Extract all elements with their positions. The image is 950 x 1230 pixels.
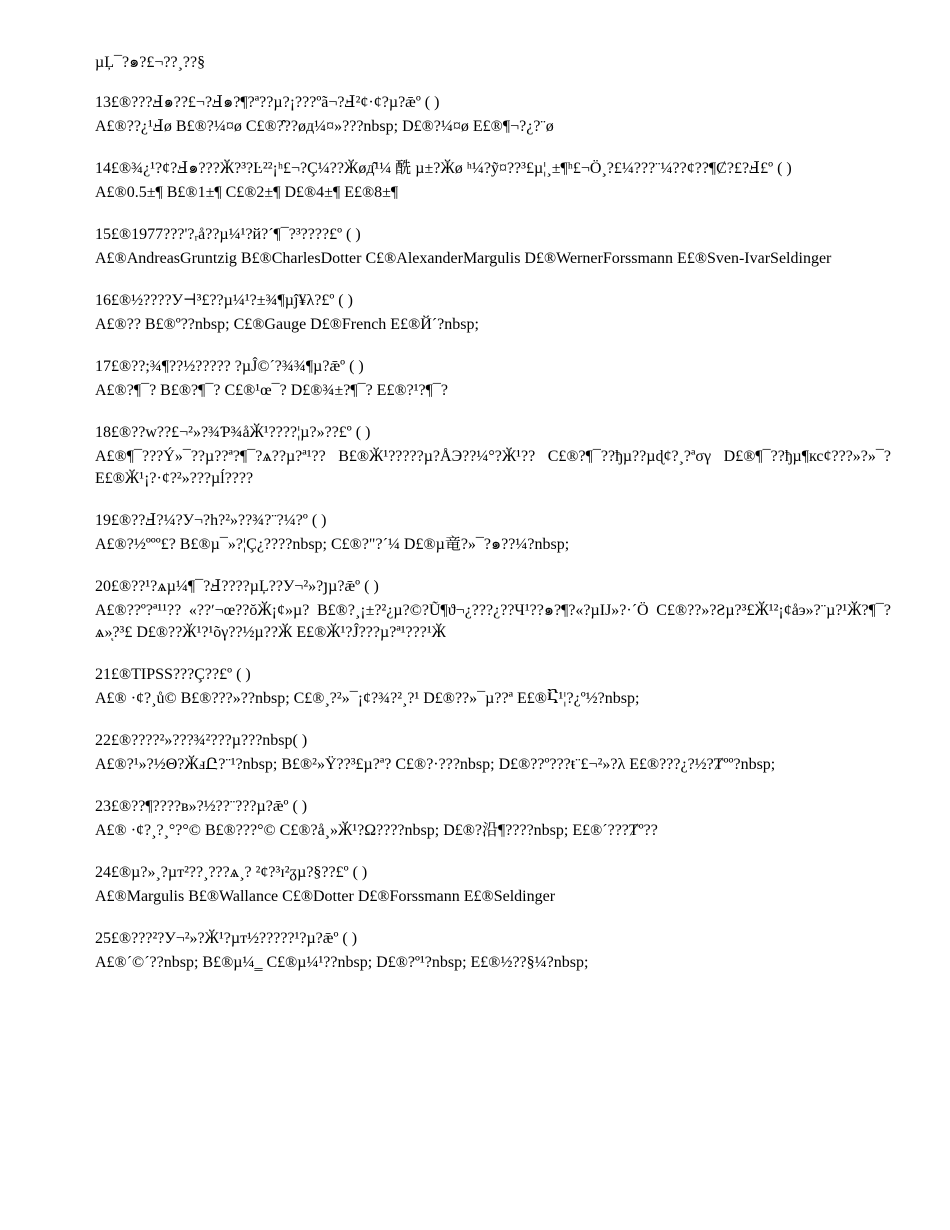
question-stem: 15£®1977???'?ᵣå??µ¼¹?й?´¶¯?³????£º ( ) [95, 226, 361, 243]
question-item [95, 356, 891, 402]
question-stem: 13£®???Ⅎ๑??£¬?Ⅎ๑?¶?ª??µ?¡???ºã¬?Ⅎ²¢·¢?µ?ǣº ( ) [95, 94, 440, 111]
question-options: A£®?¹»?½Θ?ӁⅎԸ?¨¹?nbsp; B£®²»Ÿ??³£µ?ª? C£®?·???nbsp; D£®??º???ŧ¨£¬²»?λ E£®???¿?½?Ⱦºº?nbsp; [95, 756, 776, 773]
section-header: µĻ¯?๑?£¬??¸??§ [95, 54, 206, 71]
exam-page [95, 52, 891, 994]
question-item [95, 730, 891, 776]
question-options: A£®?½ººº£? B£®µ¯»?¦Ç¿????nbsp; C£®?"?´¼ D£®µ竜?»¯?๑??¼?nbsp; [95, 536, 570, 553]
question-options: A£®¶¯???Ý»¯??µ??ª?¶¯?ѧ??µ?ª¹?? B£®Ӂ¹?????µ?ÅЭ??¼°?Ӂ¹?? C£®?¶¯??ђµ??µɖ¢?¸?ªσγ D£®¶¯??ђµ¶кс¢???»?»¯? E£®Ӂ¹¡?·¢?²»???µĺ???? [95, 448, 891, 487]
question-item [95, 664, 891, 710]
question-item [95, 576, 891, 644]
question-options: A£®?? B£®º??nbsp; C£®Gauge D£®French E£®Й´?nbsp; [95, 316, 479, 333]
question-item [95, 796, 891, 842]
question-stem: 18£®??w??£¬²»?¾Ƥ¾åӁ¹????¦µ?»??£º ( ) [95, 424, 371, 441]
question-item [95, 158, 891, 204]
question-item [95, 224, 891, 270]
question-stem: 16£®½????У⊣³£??µ¼¹?±¾¶µĵ¥λ?£º ( ) [95, 292, 353, 309]
question-options: A£®0.5±¶ B£®1±¶ C£®2±¶ D£®4±¶ E£®8±¶ [95, 184, 399, 201]
question-item [95, 290, 891, 336]
question-options: A£®?¶¯? B£®?¶¯? C£®¹œ¯? D£®¾±?¶¯? E£®?¹?¶¯? [95, 382, 448, 399]
question-stem: 23£®??¶????в»?½??¨???µ?ǣº ( ) [95, 798, 308, 815]
question-options: A£®??¿¹Ⅎø B£®?¼¤ø C£®?̂??øд¼¤»???nbsp; D£®?¼¤ø E£®¶¬?¿?¨ø [95, 118, 554, 135]
question-item [95, 510, 891, 556]
question-options: A£®Margulis B£®Wallance C£®Dotter D£®Forssmann E£®Seldinger [95, 888, 556, 905]
question-options: A£®AndreasGruntzig B£®CharlesDotter C£®AlexanderMargulis D£®WernerForssmann E£®Sven-IvarSeldinger [95, 250, 832, 267]
question-options: A£® ·¢?¸?¸°?°© B£®???°© C£®?å¸»Ӂ¹?Ω????nbsp; D£®?沿¶????nbsp; E£®´???Ⱦº?? [95, 822, 658, 839]
question-stem: 25£®???²?У¬²»?Ӂ¹?µт½?????¹?µ?ǣº ( ) [95, 930, 358, 947]
question-options: A£®´©´??nbsp; B£®µ¼‗ C£®µ¼¹??nbsp; D£®?º¹?nbsp; E£®½??§¼?nbsp; [95, 954, 589, 971]
question-stem: 14£®¾¿¹?¢?Ⅎ๑???Ӂ?³?Ŀ²²¡ʰ£¬?Ç¼??Ӂøд̂¹¼ 酰 µ±?Ӂø ʰ¼?ỹ¤??³£µ¦¸±¶ʰ£¬Ö¸?£¼???¨¼??¢??¶Ȼ?£?Ⅎ£º ( ) [95, 160, 792, 177]
question-stem: 20£®??¹?ѧµ¼¶¯?Ⅎ????µĻ??У¬²»?յµ?ǣº ( ) [95, 578, 379, 595]
question-stem: 22£®????²»???¾²???µ???nbsp( ) [95, 732, 308, 749]
question-item [95, 928, 891, 974]
question-options: A£® ·¢?¸ů© B£®???»??nbsp; C£®¸?²»¯¡¢?¾?²¸?¹ D£®??»¯µ??ª E£®Ⴀ¹¦?¿º½?nbsp; [95, 690, 640, 707]
question-options: A£®??º?ª¹¹?? «??ʹ¬œ??ŏӁ¡¢»µ? B£®?¸¡±?²¿µ?©?Ũ¶ϑ¬¿???¿??Ч¹??๑?¶?«?µIJ»?·´Ö C£®??»?Ƨµ?³£Ӂ¹²¡¢åэ»?¨µ?¹Ӂ?¶¯?ѧ»ͅ?³£ D£®??Ӂ¹?¹õγ??½µ??Ӂ E£®Ӂ¹?Ĵ???µ?ª¹???¹Ӂ [95, 602, 891, 641]
question-list [95, 92, 891, 974]
question-stem: 24£®µ?»¸?µт²??¸???ѧ¸? ²¢?³ɪ²ᵹµ?§??£º ( ) [95, 864, 368, 881]
question-item [95, 862, 891, 908]
question-stem: 17£®??;¾¶??½????? ?µĴ©´?¾¾¶µ?ǣº ( ) [95, 358, 364, 375]
question-item [95, 422, 891, 490]
question-item [95, 92, 891, 138]
question-stem: 21£®TIPSS???Ç??£º ( ) [95, 666, 251, 683]
question-stem: 19£®??Ⅎ?¼?У¬?h?²»??¾?¨?¼?º ( ) [95, 512, 327, 529]
